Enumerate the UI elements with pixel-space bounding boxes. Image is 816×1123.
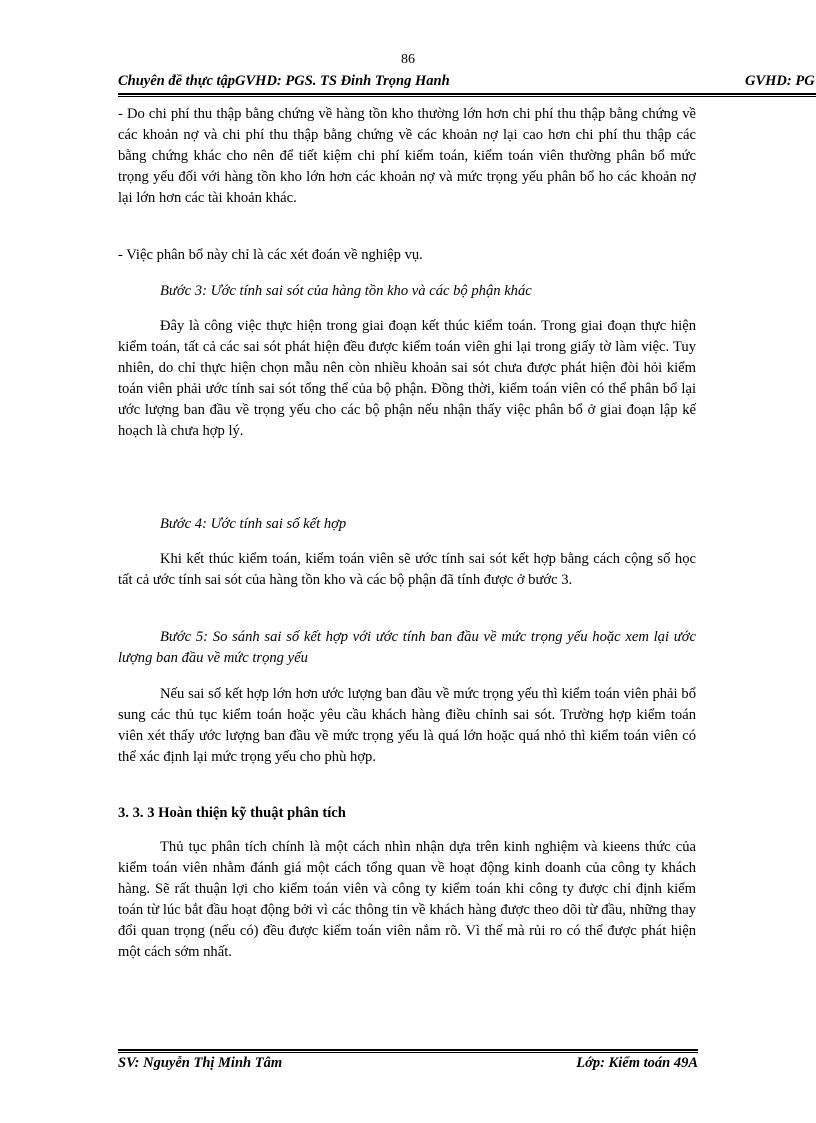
paragraph-4 bbox=[118, 549, 696, 591]
paragraph-text: Đây là công việc thực hiện trong giai đoạn kết thúc kiểm toán. Trong giai đoạn thực hiện kiểm toán, tất cả các sai sót phát hiện đều được kiểm toán viên ghi lại trong giấy tờ làm việc. Tuy nhiên, do chỉ thực hiện chọn mẫu nên còn nhiều khoản sai sót chưa được phát hiện đòi hỏi kiểm toán viên phải ước tính sai sót tổng thể của bộ phận. Đồng thời, kiểm toán viên có thể phân bổ lại ước lượng ban đầu về trọng yếu cho các bộ phận nếu nhận thấy việc phân bổ ở giai đoạn lập kế hoạch là chưa hợp lý. bbox=[118, 318, 696, 439]
step-5-heading bbox=[118, 627, 696, 669]
paragraph-text: - Do chi phí thu thập bằng chứng về hàng tồn kho thường lớn hơn chi phí thu thập bằng chứng về các khoản nợ và chi phí thu thập bằng chứng về các khoản nợ lại cao hơn chi phí thu thập các bằng chứng khác cho nên để tiết kiệm chi phí kiểm toán, kiểm toán viên thường phân bổ mức trọng yếu đối với hàng tồn kho lớn hơn các khoản nợ và mức trọng yếu phân bổ ho các khoản nợ lại lớn hơn các tài khoản khác. bbox=[118, 106, 696, 206]
paragraph-3 bbox=[118, 316, 696, 442]
paragraph-text: Khi kết thúc kiểm toán, kiểm toán viên sẽ ước tính sai sót kết hợp bằng cách cộng số học tất cả ước tính sai sót của hàng tồn kho và các bộ phận đã tính được ở bước 3. bbox=[118, 551, 696, 588]
paragraph-6 bbox=[118, 837, 696, 963]
header-divider-thin bbox=[118, 96, 816, 97]
header-title-right: GVHD: PG bbox=[745, 73, 815, 89]
step-3-heading bbox=[118, 281, 696, 302]
footer-student: SV: Nguyễn Thị Minh Tâm bbox=[118, 1055, 283, 1071]
section-title: 3. 3. 3 Hoàn thiện kỹ thuật phân tích bbox=[118, 805, 346, 821]
paragraph-text: - Việc phân bổ này chỉ là các xét đoán về nghiệp vụ. bbox=[118, 247, 423, 263]
step-4-heading bbox=[118, 514, 696, 535]
paragraph-1 bbox=[118, 104, 696, 209]
paragraph-2 bbox=[118, 245, 696, 266]
step-heading: Bước 5: So sánh sai số kết hợp với ước tính ban đầu về mức trọng yếu hoặc xem lại ước lượng ban đầu về mức trọng yếu bbox=[118, 629, 696, 666]
paragraph-text: Thủ tục phân tích chính là một cách nhìn nhận dựa trên kinh nghiệm và kieens thức của kiểm toán viên nhằm đánh giá một cách tổng quan về hoạt động kinh doanh của công ty khách hàng. Sẽ rất thuận lợi cho kiểm toán viên và công ty kiểm toán khi công ty được chỉ định kiểm toán từ lúc bắt đầu hoạt động bởi vì các thông tin về khách hàng được theo dõi từ đầu, những thay đổi quan trọng (nếu có) đều được kiểm toán viên nắm rõ. Vì thế mà rủi ro có thể được phát hiện một cách sớm nhất. bbox=[118, 839, 696, 960]
footer-divider-thin bbox=[118, 1052, 698, 1053]
header-divider bbox=[118, 93, 816, 95]
paragraph-text: Nếu sai số kết hợp lớn hơn ước lượng ban đầu về mức trọng yếu thì kiểm toán viên phải bổ sung các thủ tục kiểm toán hoặc yêu cầu khách hàng điều chỉnh sai sót. Trường hợp kiểm toán viên xét thấy ước lượng ban đầu về mức trọng yếu là quá lớn hoặc quá nhỏ thì kiểm toán viên có thể xác định lại mức trọng yếu cho phù hợp. bbox=[118, 686, 696, 765]
header-title: Chuyên đề thực tậpGVHD: PGS. TS Đinh Trọng Hanh bbox=[118, 73, 450, 89]
paragraph-5 bbox=[118, 684, 696, 768]
step-heading: Bước 3: Ước tính sai sót của hàng tồn kho và các bộ phận khác bbox=[160, 283, 532, 299]
footer-class: Lớp: Kiểm toán 49A bbox=[576, 1055, 698, 1071]
step-heading: Bước 4: Ước tính sai số kết hợp bbox=[160, 516, 347, 532]
footer-divider bbox=[118, 1049, 698, 1051]
page-number: 86 bbox=[401, 52, 415, 67]
section-heading bbox=[118, 803, 696, 824]
